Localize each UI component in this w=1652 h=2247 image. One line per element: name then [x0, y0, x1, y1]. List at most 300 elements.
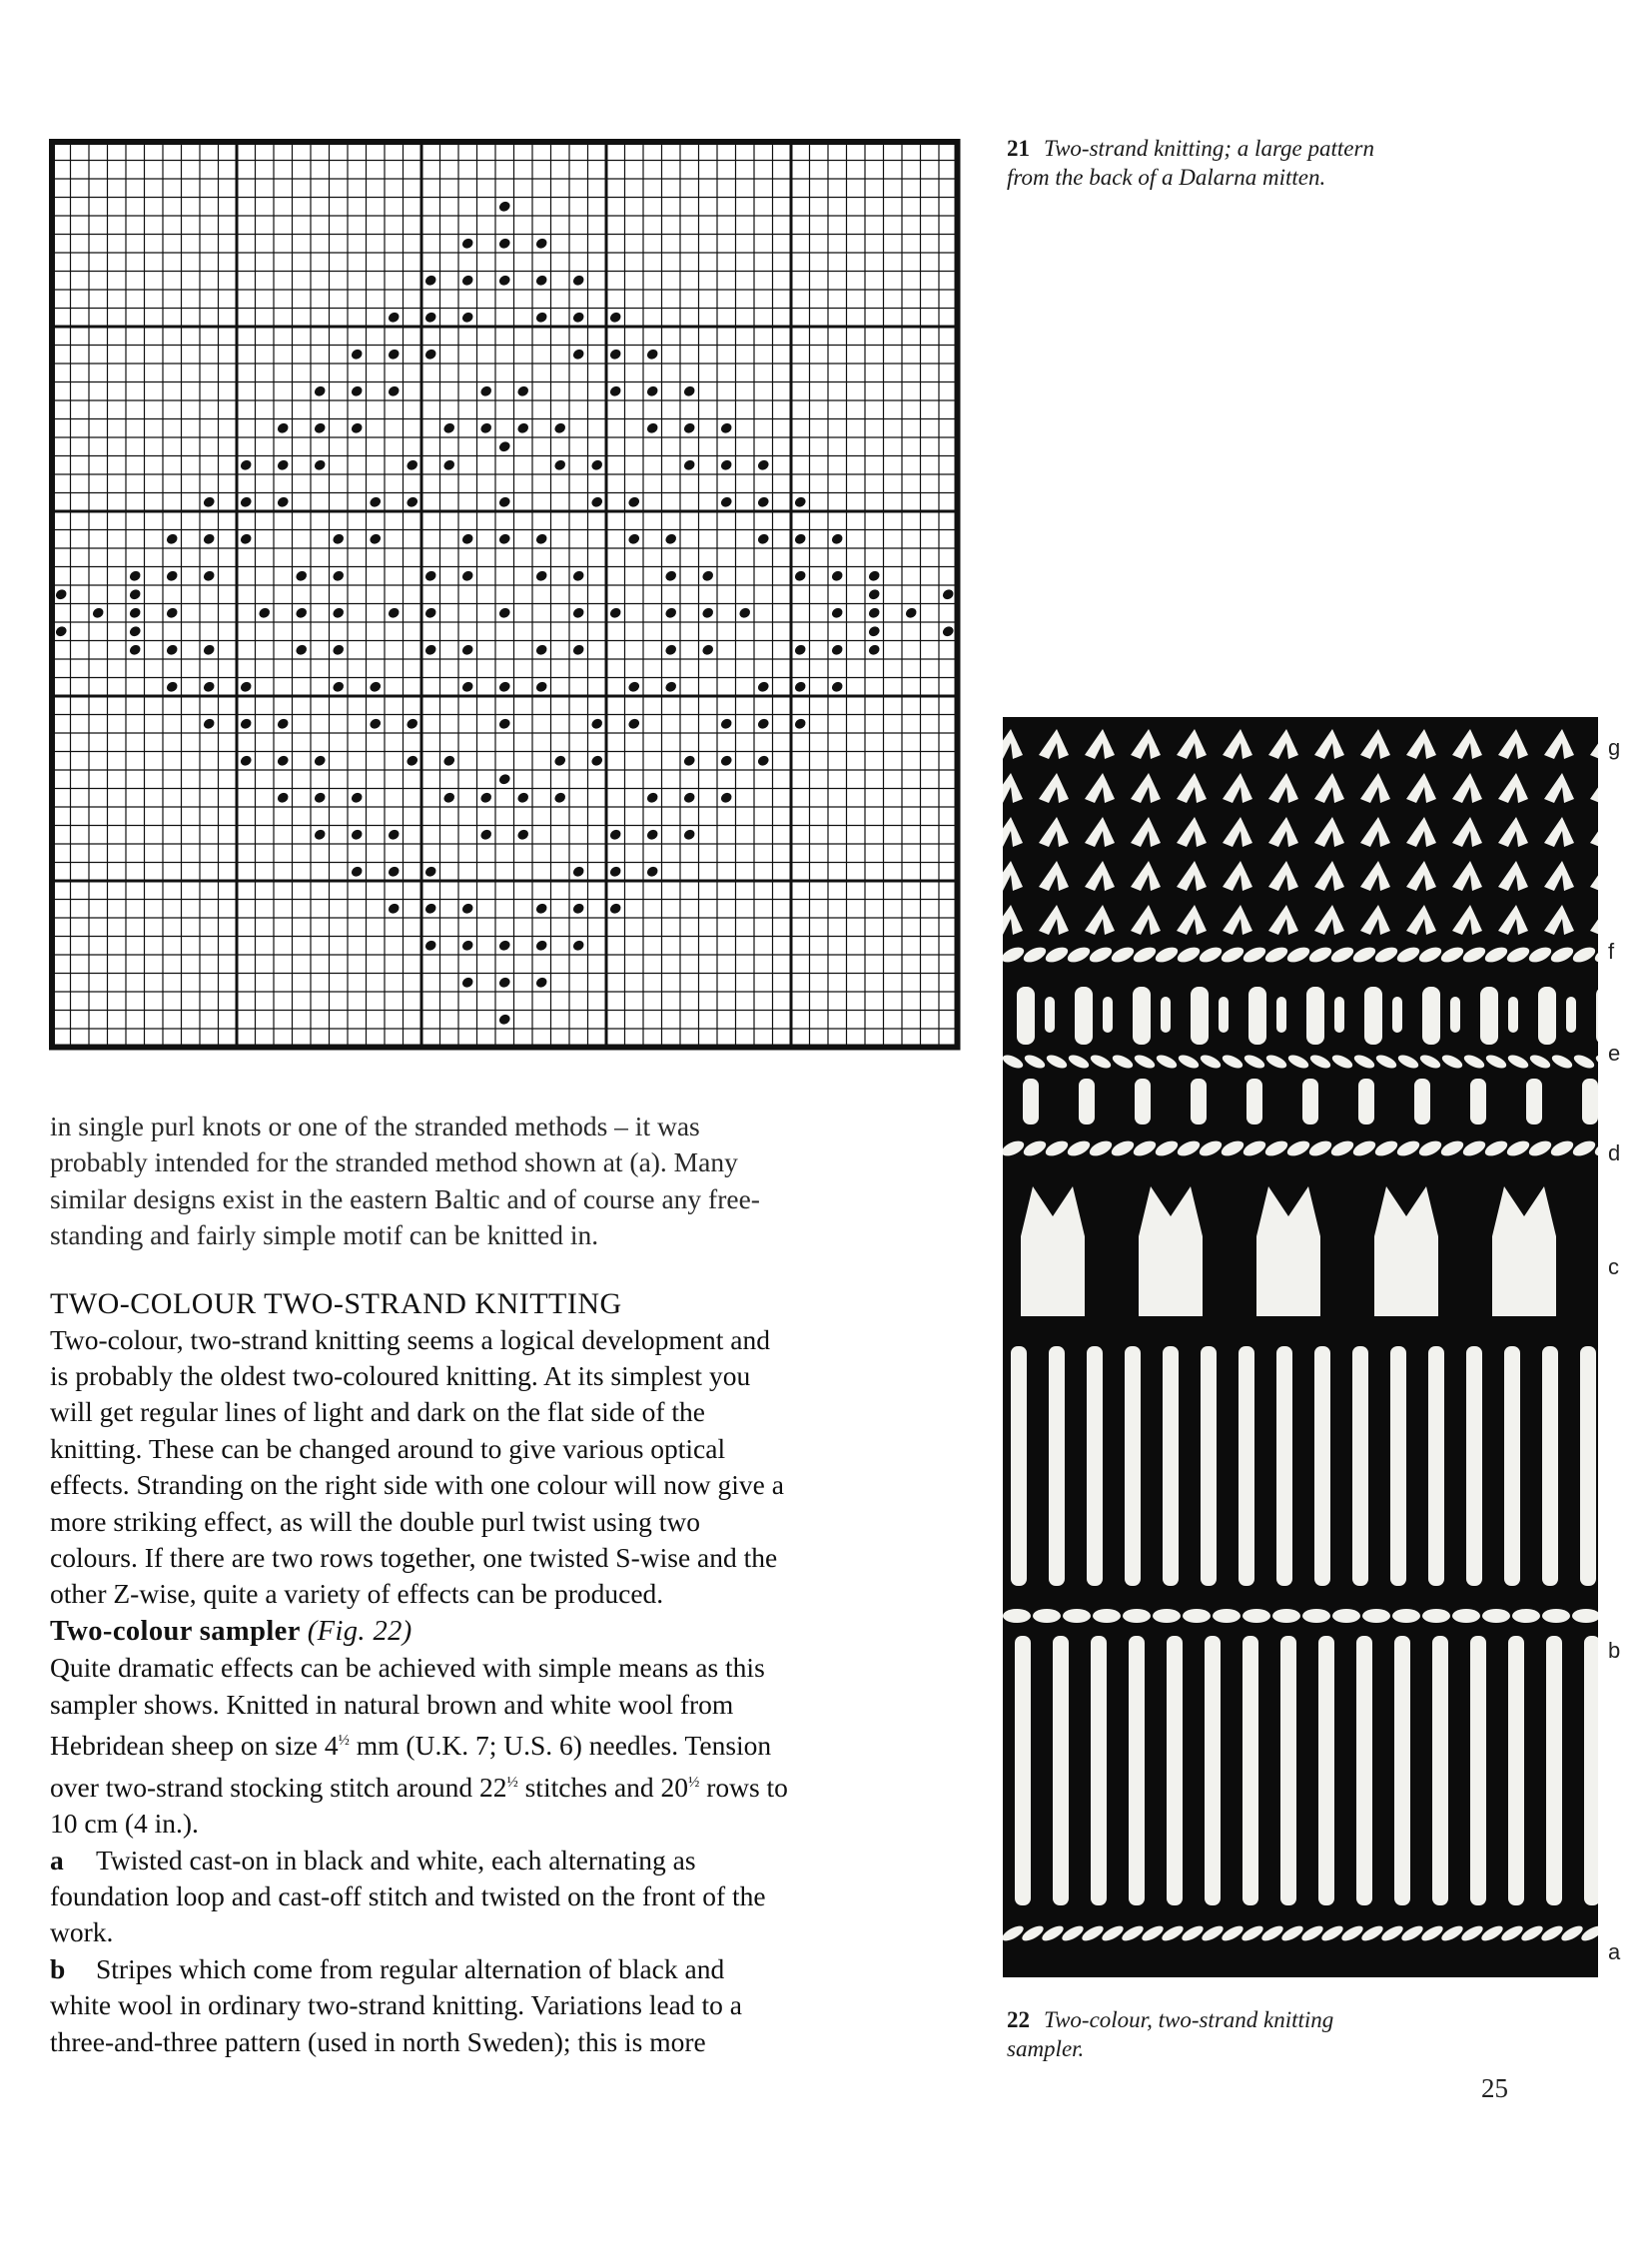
item-a — [50, 1843, 969, 1951]
chart-dot — [645, 348, 659, 361]
chart-dot — [497, 532, 511, 545]
chart-dot — [442, 458, 456, 471]
chart-dot — [387, 902, 401, 915]
chart-dot — [756, 532, 770, 545]
knit-braid — [1003, 1053, 1025, 1071]
knit-braid — [1110, 944, 1137, 965]
chart-dot — [276, 421, 290, 434]
chart-dot — [682, 458, 696, 471]
knit-chevron — [1360, 905, 1390, 935]
knit-chevron — [1498, 905, 1528, 935]
knit-braid — [1571, 1137, 1598, 1158]
knit-braid — [1242, 1053, 1266, 1071]
knit-chevron — [1003, 817, 1023, 847]
knit-cast-on — [1559, 1923, 1585, 1944]
knit-braid — [1022, 1137, 1049, 1158]
knit-stripe — [1276, 1346, 1292, 1586]
knit-braid — [1439, 1137, 1466, 1158]
knit-stitch — [1219, 997, 1229, 1033]
knit-chevron — [1131, 905, 1161, 935]
chart-dot — [627, 680, 641, 693]
chart-dot — [479, 791, 493, 804]
body-text — [50, 1109, 969, 2060]
knitting-chart — [48, 138, 963, 1057]
knit-stripe — [1015, 1636, 1031, 1905]
knit-braid — [1154, 1137, 1181, 1158]
knit-stripe — [1466, 1346, 1482, 1586]
knit-chevron — [1085, 861, 1115, 891]
knit-loop — [1302, 1609, 1330, 1623]
intro-line: in single purl knots or one of the stranded methods – it was — [50, 1111, 700, 1141]
knit-stripe — [1356, 1636, 1372, 1905]
knit-braid — [1550, 1053, 1574, 1071]
knit-chevron — [1003, 729, 1023, 759]
paragraph-line: sampler shows. Knitted in natural brown and white wool from — [50, 1688, 734, 1720]
chart-dot — [128, 588, 142, 601]
chart-dot — [295, 643, 309, 656]
chart-dot — [719, 495, 733, 508]
chart-dot — [756, 680, 770, 693]
knit-stripe — [1129, 1636, 1145, 1905]
knit-stitch — [1566, 997, 1576, 1033]
chart-dot — [516, 421, 530, 434]
knit-chevron — [1360, 773, 1390, 803]
knit-chevron — [1003, 773, 1023, 803]
chart-dot — [239, 680, 253, 693]
chart-dot — [165, 680, 179, 693]
chart-dot — [516, 384, 530, 397]
chart-dot — [165, 606, 179, 619]
chart-dot — [534, 643, 548, 656]
chart-dot — [645, 828, 659, 841]
chart-dot — [406, 458, 419, 471]
chart-dot — [423, 902, 437, 915]
knit-braid — [1351, 1137, 1378, 1158]
chart-dot — [701, 606, 715, 619]
knit-chevron — [1590, 905, 1598, 935]
knit-chevron — [1039, 905, 1069, 935]
knit-cast-on — [1399, 1923, 1425, 1944]
knit-block — [1374, 1186, 1438, 1316]
subheading-title: Two-colour sampler — [50, 1615, 301, 1647]
chart-dot — [165, 643, 179, 656]
chart-dot — [701, 569, 715, 582]
subheading — [50, 1616, 413, 1647]
knit-braid — [1003, 1137, 1026, 1158]
knit-braid — [1505, 1137, 1532, 1158]
knit-braid — [1461, 944, 1488, 965]
chart-dot — [460, 976, 474, 989]
knit-loop — [1362, 1609, 1390, 1623]
knit-braid — [1329, 944, 1356, 965]
knit-chevron — [1268, 861, 1298, 891]
knit-stripe — [1432, 1636, 1448, 1905]
chart-dot — [793, 717, 807, 730]
chart-dot — [719, 421, 733, 434]
item-b-line: white wool in ordinary two-strand knitting. Variations lead to a — [50, 1989, 742, 2021]
chart-dot — [387, 384, 401, 397]
knit-cast-on — [1359, 1923, 1385, 1944]
knit-braid — [1594, 1053, 1598, 1071]
chart-dot — [239, 754, 253, 767]
knit-braid — [1571, 944, 1598, 965]
knit-braid — [1155, 1053, 1179, 1071]
knit-block — [1256, 1186, 1320, 1316]
intro-line: similar designs exist in the eastern Baltic and of course any free- — [50, 1182, 760, 1214]
knit-cast-on — [1339, 1923, 1365, 1944]
knit-braid — [1330, 1053, 1354, 1071]
knit-braid — [1044, 1137, 1071, 1158]
knit-stripe — [1504, 1346, 1520, 1586]
knit-cast-on — [1080, 1923, 1106, 1944]
chart-dot — [682, 421, 696, 434]
figure-22-caption-line-1: Two-colour, two-strand knitting — [1044, 2007, 1334, 2032]
knit-chevron — [1268, 773, 1298, 803]
paragraph-line: 10 cm (4 in.). — [50, 1808, 199, 1840]
knit-stripe — [1584, 1636, 1598, 1905]
knit-braid — [1285, 1137, 1312, 1158]
knit-braid — [1133, 1053, 1157, 1071]
chart-dot — [128, 625, 142, 638]
chart-dot — [276, 717, 290, 730]
chart-dot — [553, 791, 567, 804]
chart-dot — [387, 606, 401, 619]
chart-dot — [460, 569, 474, 582]
chart-dot — [239, 532, 253, 545]
chart-dot — [867, 588, 881, 601]
knit-stripe — [1087, 1346, 1103, 1586]
chart-dot — [719, 458, 733, 471]
knit-chevron — [1452, 817, 1482, 847]
chart-dot — [406, 495, 419, 508]
knit-chevron — [1590, 729, 1598, 759]
knit-braid — [1461, 1137, 1488, 1158]
knit-chevron — [1223, 861, 1252, 891]
chart-dot — [165, 569, 179, 582]
chart-dot — [904, 606, 918, 619]
knit-chevron — [1085, 729, 1115, 759]
knit-chevron — [1452, 861, 1482, 891]
chart-dot — [664, 643, 678, 656]
knit-braid — [1440, 1053, 1464, 1071]
chart-dot — [534, 902, 548, 915]
knit-chevron — [1223, 817, 1252, 847]
knit-stripe — [1508, 1636, 1524, 1905]
chart-dot — [332, 606, 346, 619]
chart-dot — [756, 495, 770, 508]
knit-braid — [1241, 1137, 1268, 1158]
knit-stitch — [1103, 997, 1113, 1033]
knit-stripe — [1394, 1636, 1410, 1905]
chart-dot — [387, 828, 401, 841]
knit-chevron — [1452, 905, 1482, 935]
knit-braid — [1177, 1053, 1201, 1071]
chart-dot — [627, 532, 641, 545]
knit-chevron — [1590, 773, 1598, 803]
knit-stitch — [1302, 1079, 1318, 1124]
knit-braid — [1572, 1053, 1596, 1071]
chart-dot — [867, 643, 881, 656]
chart-dot — [682, 791, 696, 804]
chart-dot — [128, 606, 142, 619]
knit-braid — [1176, 944, 1203, 965]
knit-stripe — [1314, 1346, 1330, 1586]
knit-chevron — [1452, 729, 1482, 759]
knit-cast-on — [1419, 1923, 1445, 1944]
fraction: ½ — [338, 1733, 350, 1750]
knit-stripe — [1239, 1346, 1254, 1586]
knit-chevron — [1314, 729, 1344, 759]
chart-dot — [497, 717, 511, 730]
knit-cast-on — [1479, 1923, 1505, 1944]
chart-dot — [756, 717, 770, 730]
knit-stitch — [1161, 997, 1171, 1033]
knit-loop — [1392, 1609, 1420, 1623]
knit-stripe — [1318, 1636, 1334, 1905]
chart-dot — [553, 754, 567, 767]
knit-braid — [1549, 1137, 1576, 1158]
knit-chevron — [1039, 729, 1069, 759]
knit-chevron — [1314, 773, 1344, 803]
fraction: ½ — [688, 1774, 700, 1791]
knit-braid — [1198, 1137, 1225, 1158]
chart-dot — [497, 1013, 511, 1026]
marker-b: b — [1608, 1638, 1621, 1663]
chart-dot — [460, 902, 474, 915]
chart-dot — [516, 791, 530, 804]
knit-chevron — [1314, 861, 1344, 891]
knit-braid — [1199, 1053, 1223, 1071]
chart-dot — [479, 828, 493, 841]
knit-braid — [1483, 1137, 1510, 1158]
chart-dot — [793, 643, 807, 656]
knit-cast-on — [1020, 1923, 1046, 1944]
knit-stitch — [1526, 1079, 1542, 1124]
chart-dot — [460, 237, 474, 250]
chart-dot — [571, 902, 585, 915]
paragraph-line: Two-colour, two-strand knitting seems a logical development and — [50, 1323, 770, 1355]
chart-dot — [369, 717, 383, 730]
knit-stitch — [1191, 987, 1209, 1045]
chart-dot — [756, 754, 770, 767]
chart-dot — [664, 680, 678, 693]
knit-loop — [1213, 1609, 1240, 1623]
knit-braid — [1045, 1053, 1069, 1071]
intro-paragraph — [50, 1109, 969, 1254]
knit-chevron — [1085, 817, 1115, 847]
knit-chevron — [1085, 773, 1115, 803]
paragraph-line: knitting. These can be changed around to give various optical — [50, 1432, 726, 1464]
knit-stitch — [1364, 987, 1382, 1045]
knit-cast-on — [1499, 1923, 1525, 1944]
knit-cast-on — [1180, 1923, 1206, 1944]
chart-dot — [590, 717, 604, 730]
knit-braid — [1505, 944, 1532, 965]
chart-dot — [645, 865, 659, 878]
knit-braid — [1417, 1137, 1444, 1158]
knit-stripe — [1049, 1346, 1065, 1586]
figure-22-caption — [1007, 2005, 1506, 2063]
knit-chevron — [1406, 773, 1436, 803]
knit-stripe — [1053, 1636, 1069, 1905]
knit-braid — [1066, 1137, 1093, 1158]
chart-dot — [423, 569, 437, 582]
knit-braid — [1044, 944, 1071, 965]
intro-line: standing and fairly simple motif can be knitted in. — [50, 1219, 599, 1251]
sampler-photograph — [1003, 717, 1598, 1977]
knit-braid — [1110, 1137, 1137, 1158]
knit-cast-on — [1299, 1923, 1325, 1944]
figure-reference: (Fig. 22) — [307, 1615, 413, 1647]
knit-chevron — [1039, 861, 1069, 891]
knit-chevron — [1223, 729, 1252, 759]
chart-dot — [608, 606, 622, 619]
marker-c: c — [1608, 1254, 1619, 1279]
knit-braid — [1154, 944, 1181, 965]
chart-dot — [627, 717, 641, 730]
knit-chevron — [1177, 729, 1207, 759]
knit-block — [1139, 1186, 1203, 1316]
chart-dot — [460, 680, 474, 693]
knit-loop — [1003, 1609, 1031, 1623]
paragraph-line: over two-strand stocking stitch around 22 — [50, 1771, 507, 1803]
knit-stitch — [1246, 1079, 1262, 1124]
chart-dot — [645, 791, 659, 804]
knit-braid — [1285, 944, 1312, 965]
chart-dot — [497, 939, 511, 952]
marker-d: d — [1608, 1140, 1621, 1165]
knit-braid — [1395, 944, 1422, 965]
chart-dot — [497, 237, 511, 250]
knit-cast-on — [1060, 1923, 1086, 1944]
knit-braid — [1241, 944, 1268, 965]
knit-braid — [1088, 1137, 1115, 1158]
item-a-line: work. — [50, 1916, 114, 1948]
chart-dot — [332, 643, 346, 656]
paragraph-line: mm (U.K. 7; U.S. 6) needles. Tension — [349, 1730, 772, 1762]
figure-22-number: 22 — [1007, 2007, 1030, 2032]
chart-dot — [423, 311, 437, 324]
knit-braid — [1286, 1053, 1310, 1071]
chart-dot — [276, 495, 290, 508]
knit-stripe — [1163, 1346, 1179, 1586]
knit-braid — [1132, 1137, 1159, 1158]
knit-braid — [1023, 1053, 1047, 1071]
chart-dot — [313, 458, 327, 471]
chart-dot — [54, 588, 68, 601]
chart-dot — [534, 311, 548, 324]
knit-chevron — [1085, 905, 1115, 935]
knit-chevron — [1131, 773, 1161, 803]
chart-dot — [608, 348, 622, 361]
fraction: ½ — [506, 1774, 518, 1791]
chart-dot — [128, 643, 142, 656]
knit-cast-on — [1239, 1923, 1265, 1944]
chart-dot — [387, 348, 401, 361]
knit-loop — [1332, 1609, 1360, 1623]
knit-stripe — [1011, 1346, 1027, 1586]
chart-dot — [406, 754, 419, 767]
knit-chevron — [1590, 817, 1598, 847]
knit-braid — [1307, 944, 1334, 965]
paragraph-line: other Z-wise, quite a variety of effects can be produced. — [50, 1578, 664, 1610]
chart-dot — [553, 421, 567, 434]
chart-dot — [553, 458, 567, 471]
knit-chevron — [1544, 729, 1574, 759]
chart-dot — [202, 532, 216, 545]
chart-dot — [590, 754, 604, 767]
chart-dot — [350, 421, 364, 434]
chart-dot — [276, 754, 290, 767]
chart-dot — [91, 606, 105, 619]
subheading-line — [50, 1613, 969, 1650]
chart-dot — [608, 828, 622, 841]
knit-chevron — [1406, 729, 1436, 759]
chart-dot — [571, 939, 585, 952]
chart-dot — [867, 625, 881, 638]
chart-dot — [608, 902, 622, 915]
knit-chevron — [1498, 773, 1528, 803]
chart-dot — [497, 440, 511, 453]
knit-stitch — [1450, 997, 1460, 1033]
chart-dot — [350, 865, 364, 878]
knit-chevron — [1177, 817, 1207, 847]
chart-dot — [313, 384, 327, 397]
chart-dot — [460, 939, 474, 952]
figure-21-caption-line-1: Two-strand knitting; a large pattern — [1044, 136, 1374, 161]
chart-dot — [719, 791, 733, 804]
chart-dot — [608, 384, 622, 397]
knit-cast-on — [1220, 1923, 1245, 1944]
knit-stitch — [1017, 987, 1035, 1045]
chart-dot — [534, 680, 548, 693]
chart-dot — [534, 532, 548, 545]
chart-dot — [497, 680, 511, 693]
knit-chevron — [1406, 861, 1436, 891]
knit-chevron — [1360, 729, 1390, 759]
knit-stitch — [1023, 1079, 1039, 1124]
chart-dot — [460, 274, 474, 287]
chart-dot — [54, 625, 68, 638]
knit-chevron — [1177, 905, 1207, 935]
chart-dot — [793, 680, 807, 693]
knit-chevron — [1452, 773, 1482, 803]
knit-braid — [1111, 1053, 1135, 1071]
chart-dot — [369, 680, 383, 693]
item-b-letter: b — [50, 1952, 66, 1984]
chart-dot — [497, 773, 511, 786]
chart-dot — [460, 532, 474, 545]
chart-dot — [460, 311, 474, 324]
knit-chevron — [1268, 905, 1298, 935]
knit-cast-on — [1100, 1923, 1126, 1944]
chart-dot — [497, 495, 511, 508]
knit-braid — [1088, 944, 1115, 965]
chart-dot — [738, 606, 752, 619]
chart-dot — [627, 495, 641, 508]
chart-dot — [830, 569, 844, 582]
chart-dot — [442, 791, 456, 804]
knit-cast-on — [1040, 1923, 1066, 1944]
knit-chevron — [1177, 773, 1207, 803]
knit-stitch — [1422, 987, 1440, 1045]
knit-braid — [1003, 944, 1026, 965]
chart-dot — [830, 643, 844, 656]
chart-dot — [793, 495, 807, 508]
chart-dot — [332, 532, 346, 545]
paragraph-two-strand — [50, 1322, 969, 1613]
paragraph-line: stitches and 20 — [517, 1771, 689, 1803]
